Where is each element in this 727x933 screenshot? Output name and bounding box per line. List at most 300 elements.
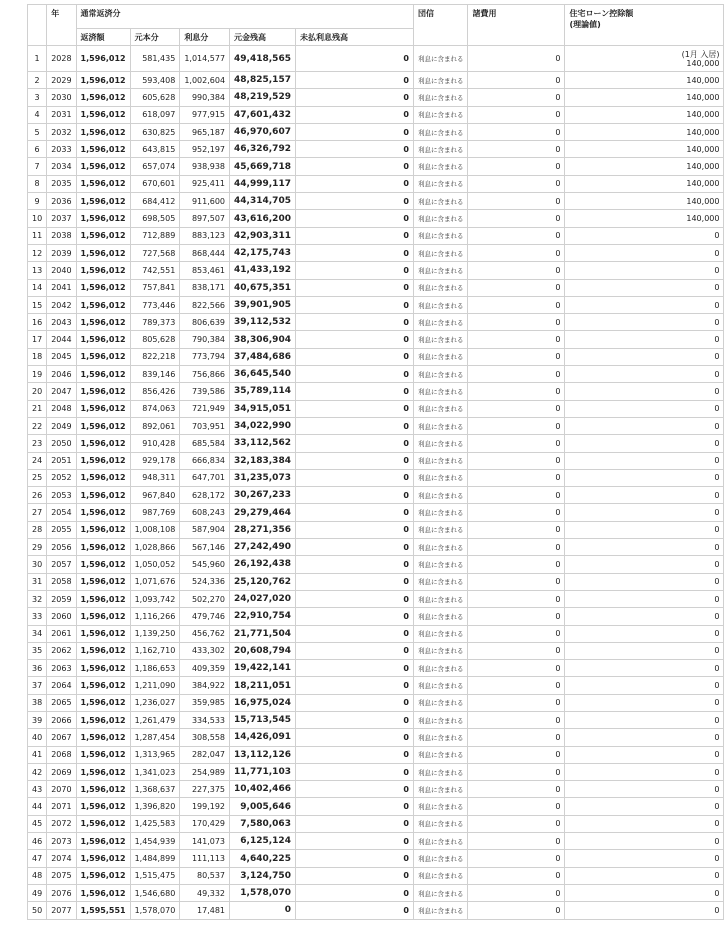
group-credit-insurance-cell: 利息に含まれる — [413, 556, 468, 573]
group-credit-insurance-cell: 利息に含まれる — [413, 348, 468, 365]
unpaid-interest-cell: 0 — [295, 711, 413, 728]
principal-cell: 1,236,027 — [130, 694, 180, 711]
year-cell: 2059 — [47, 590, 76, 607]
unpaid-interest-cell: 0 — [295, 141, 413, 158]
unpaid-interest-cell: 0 — [295, 193, 413, 210]
expenses-cell: 0 — [468, 400, 565, 417]
deduction-cell: 0 — [565, 781, 724, 798]
repayment-amount-cell: 1,596,012 — [76, 141, 130, 158]
row-number-cell: 34 — [28, 625, 47, 642]
principal-cell: 630,825 — [130, 123, 180, 140]
principal-balance-cell: 49,418,565 — [230, 46, 296, 72]
principal-cell: 698,505 — [130, 210, 180, 227]
unpaid-interest-cell: 0 — [295, 72, 413, 89]
group-credit-insurance-cell: 利息に含まれる — [413, 902, 468, 919]
unpaid-interest-header: 未払利息残高 — [295, 29, 413, 46]
unpaid-interest-cell: 0 — [295, 590, 413, 607]
deduction-header-label: 住宅ローン控除額 — [569, 9, 634, 18]
expenses-cell: 0 — [468, 141, 565, 158]
repayment-amount-cell: 1,596,012 — [76, 452, 130, 469]
expenses-cell: 0 — [468, 244, 565, 261]
interest-cell: 199,192 — [180, 798, 230, 815]
principal-balance-cell: 14,426,091 — [230, 729, 296, 746]
year-cell: 2069 — [47, 763, 76, 780]
repayment-amount-header: 返済額 — [76, 29, 130, 46]
principal-balance-cell: 7,580,063 — [230, 815, 296, 832]
interest-cell: 456,762 — [180, 625, 230, 642]
expenses-cell: 0 — [468, 487, 565, 504]
interest-cell: 170,429 — [180, 815, 230, 832]
principal-balance-cell: 31,235,073 — [230, 469, 296, 486]
repayment-amount-cell: 1,596,012 — [76, 244, 130, 261]
row-number-cell: 4 — [28, 106, 47, 123]
row-number-cell: 13 — [28, 262, 47, 279]
principal-balance-cell: 9,005,646 — [230, 798, 296, 815]
unpaid-interest-cell: 0 — [295, 106, 413, 123]
normal-repayment-header: 通常返済分 — [76, 5, 413, 29]
principal-cell: 1,186,653 — [130, 660, 180, 677]
unpaid-interest-cell: 0 — [295, 469, 413, 486]
unpaid-interest-cell: 0 — [295, 296, 413, 313]
principal-cell: 757,841 — [130, 279, 180, 296]
row-number-cell: 9 — [28, 193, 47, 210]
group-credit-insurance-cell: 利息に含まれる — [413, 850, 468, 867]
row-number-cell: 19 — [28, 366, 47, 383]
principal-cell: 684,412 — [130, 193, 180, 210]
expenses-cell: 0 — [468, 227, 565, 244]
year-cell: 2032 — [47, 123, 76, 140]
expenses-cell: 0 — [468, 815, 565, 832]
table-row — [28, 72, 724, 89]
unpaid-interest-cell: 0 — [295, 539, 413, 556]
group-credit-insurance-cell: 利息に含まれる — [413, 487, 468, 504]
deduction-cell: 0 — [565, 435, 724, 452]
principal-balance-cell: 33,112,562 — [230, 435, 296, 452]
table-body — [28, 46, 724, 920]
group-credit-insurance-cell: 利息に含まれる — [413, 521, 468, 538]
row-number-cell: 40 — [28, 729, 47, 746]
deduction-cell: 0 — [565, 296, 724, 313]
year-cell: 2058 — [47, 573, 76, 590]
expenses-cell: 0 — [468, 746, 565, 763]
interest-cell: 587,904 — [180, 521, 230, 538]
repayment-amount-cell: 1,596,012 — [76, 850, 130, 867]
interest-cell: 925,411 — [180, 175, 230, 192]
principal-cell: 1,093,742 — [130, 590, 180, 607]
year-cell: 2028 — [47, 46, 76, 72]
deduction-cell: 0 — [565, 504, 724, 521]
year-cell: 2044 — [47, 331, 76, 348]
group-credit-insurance-cell: 利息に含まれる — [413, 590, 468, 607]
repayment-amount-cell: 1,596,012 — [76, 210, 130, 227]
table-row — [28, 711, 724, 728]
deduction-cell — [565, 46, 724, 72]
group-credit-insurance-cell: 利息に含まれる — [413, 573, 468, 590]
repayment-amount-cell: 1,596,012 — [76, 435, 130, 452]
expenses-cell: 0 — [468, 106, 565, 123]
row-number-cell: 32 — [28, 590, 47, 607]
interest-cell: 756,866 — [180, 366, 230, 383]
year-cell: 2066 — [47, 711, 76, 728]
unpaid-interest-cell: 0 — [295, 763, 413, 780]
deduction-cell: 0 — [565, 521, 724, 538]
unpaid-interest-cell: 0 — [295, 798, 413, 815]
interest-cell: 479,746 — [180, 608, 230, 625]
principal-cell: 822,218 — [130, 348, 180, 365]
expenses-cell: 0 — [468, 296, 565, 313]
interest-cell: 990,384 — [180, 89, 230, 106]
group-credit-insurance-cell: 利息に含まれる — [413, 833, 468, 850]
group-credit-insurance-cell: 利息に含まれる — [413, 539, 468, 556]
group-credit-insurance-cell: 利息に含まれる — [413, 158, 468, 175]
year-cell: 2060 — [47, 608, 76, 625]
deduction-cell: 0 — [565, 400, 724, 417]
repayment-amount-cell: 1,596,012 — [76, 89, 130, 106]
unpaid-interest-cell: 0 — [295, 331, 413, 348]
deduction-cell: 0 — [565, 366, 724, 383]
deduction-cell: 0 — [565, 331, 724, 348]
row-number-cell: 37 — [28, 677, 47, 694]
year-cell: 2061 — [47, 625, 76, 642]
deduction-cell: 0 — [565, 625, 724, 642]
table-row — [28, 210, 724, 227]
deduction-cell: 140,000 — [565, 175, 724, 192]
deduction-cell: 0 — [565, 884, 724, 901]
row-number-cell: 46 — [28, 833, 47, 850]
table-row — [28, 660, 724, 677]
unpaid-interest-cell: 0 — [295, 677, 413, 694]
row-number-cell: 39 — [28, 711, 47, 728]
principal-balance-cell: 48,825,157 — [230, 72, 296, 89]
group-credit-insurance-cell: 利息に含まれる — [413, 279, 468, 296]
group-credit-insurance-cell: 利息に含まれる — [413, 262, 468, 279]
expenses-cell: 0 — [468, 452, 565, 469]
row-number-cell: 38 — [28, 694, 47, 711]
principal-cell: 1,578,070 — [130, 902, 180, 919]
year-cell: 2043 — [47, 314, 76, 331]
unpaid-interest-cell: 0 — [295, 366, 413, 383]
row-number-cell: 36 — [28, 660, 47, 677]
principal-balance-cell: 37,484,686 — [230, 348, 296, 365]
deduction-cell: 0 — [565, 798, 724, 815]
expenses-cell: 0 — [468, 210, 565, 227]
unpaid-interest-cell: 0 — [295, 833, 413, 850]
deduction-cell: 0 — [565, 711, 724, 728]
table-row — [28, 158, 724, 175]
table-row — [28, 833, 724, 850]
deduction-cell: 0 — [565, 452, 724, 469]
repayment-amount-cell: 1,596,012 — [76, 227, 130, 244]
table-row — [28, 694, 724, 711]
principal-cell: 948,311 — [130, 469, 180, 486]
repayment-amount-cell: 1,596,012 — [76, 660, 130, 677]
year-cell: 2074 — [47, 850, 76, 867]
row-number-cell: 49 — [28, 884, 47, 901]
principal-balance-cell: 6,125,124 — [230, 833, 296, 850]
year-cell: 2076 — [47, 884, 76, 901]
row-number-cell: 27 — [28, 504, 47, 521]
table-row — [28, 556, 724, 573]
group-credit-insurance-cell: 利息に含まれる — [413, 677, 468, 694]
row-number-cell: 30 — [28, 556, 47, 573]
principal-cell: 1,028,866 — [130, 539, 180, 556]
principal-balance-cell: 4,640,225 — [230, 850, 296, 867]
repayment-schedule — [27, 4, 724, 920]
year-cell: 2033 — [47, 141, 76, 158]
deduction-cell: 0 — [565, 383, 724, 400]
repayment-amount-cell: 1,596,012 — [76, 642, 130, 659]
unpaid-interest-cell: 0 — [295, 625, 413, 642]
unpaid-interest-cell: 0 — [295, 314, 413, 331]
row-number-cell: 21 — [28, 400, 47, 417]
principal-cell: 742,551 — [130, 262, 180, 279]
expenses-cell: 0 — [468, 193, 565, 210]
unpaid-interest-cell: 0 — [295, 262, 413, 279]
deduction-cell: 140,000 — [565, 141, 724, 158]
row-number-header — [28, 5, 47, 46]
table-row — [28, 746, 724, 763]
group-credit-insurance-cell: 利息に含まれる — [413, 642, 468, 659]
table-row — [28, 331, 724, 348]
principal-cell: 874,063 — [130, 400, 180, 417]
table-row — [28, 314, 724, 331]
table-row — [28, 521, 724, 538]
year-cell: 2068 — [47, 746, 76, 763]
principal-cell: 910,428 — [130, 435, 180, 452]
principal-cell: 1,454,939 — [130, 833, 180, 850]
repayment-amount-cell: 1,596,012 — [76, 400, 130, 417]
table-row — [28, 175, 724, 192]
group-credit-insurance-cell: 利息に含まれる — [413, 89, 468, 106]
interest-cell: 359,985 — [180, 694, 230, 711]
deduction-cell: 0 — [565, 244, 724, 261]
table-row — [28, 279, 724, 296]
table-row — [28, 573, 724, 590]
unpaid-interest-cell: 0 — [295, 89, 413, 106]
repayment-amount-cell: 1,596,012 — [76, 815, 130, 832]
interest-cell: 384,922 — [180, 677, 230, 694]
year-cell: 2046 — [47, 366, 76, 383]
row-number-cell: 15 — [28, 296, 47, 313]
year-cell: 2072 — [47, 815, 76, 832]
year-cell: 2070 — [47, 781, 76, 798]
principal-cell: 987,769 — [130, 504, 180, 521]
deduction-cell: 0 — [565, 608, 724, 625]
table-row — [28, 244, 724, 261]
principal-balance-cell: 16,975,024 — [230, 694, 296, 711]
group-credit-insurance-cell: 利息に含まれる — [413, 608, 468, 625]
repayment-amount-cell: 1,596,012 — [76, 314, 130, 331]
interest-cell: 141,073 — [180, 833, 230, 850]
principal-cell: 712,889 — [130, 227, 180, 244]
group-credit-insurance-cell: 利息に含まれる — [413, 867, 468, 884]
deduction-cell: 140,000 — [565, 123, 724, 140]
expenses-cell: 0 — [468, 72, 565, 89]
interest-cell: 739,586 — [180, 383, 230, 400]
table-row — [28, 798, 724, 815]
table-row — [28, 123, 724, 140]
interest-cell: 938,938 — [180, 158, 230, 175]
interest-cell: 965,187 — [180, 123, 230, 140]
expenses-cell: 0 — [468, 729, 565, 746]
deduction-cell: 0 — [565, 833, 724, 850]
deduction-header-note: (理論値) — [569, 20, 601, 29]
deduction-cell: 140,000 — [565, 193, 724, 210]
unpaid-interest-cell: 0 — [295, 642, 413, 659]
expenses-cell: 0 — [468, 660, 565, 677]
unpaid-interest-cell: 0 — [295, 521, 413, 538]
interest-cell: 822,566 — [180, 296, 230, 313]
year-cell: 2064 — [47, 677, 76, 694]
expenses-cell: 0 — [468, 262, 565, 279]
principal-cell: 892,061 — [130, 417, 180, 434]
repayment-amount-cell: 1,596,012 — [76, 123, 130, 140]
row-number-cell: 6 — [28, 141, 47, 158]
year-cell: 2035 — [47, 175, 76, 192]
unpaid-interest-cell: 0 — [295, 729, 413, 746]
repayment-amount-cell: 1,596,012 — [76, 711, 130, 728]
repayment-amount-cell: 1,596,012 — [76, 590, 130, 607]
principal-balance-cell: 35,789,114 — [230, 383, 296, 400]
principal-balance-header: 元金残高 — [230, 29, 296, 46]
repayment-amount-cell: 1,596,012 — [76, 417, 130, 434]
table-row — [28, 141, 724, 158]
unpaid-interest-cell: 0 — [295, 504, 413, 521]
row-number-cell: 1 — [28, 46, 47, 72]
expenses-cell: 0 — [468, 504, 565, 521]
interest-cell: 897,507 — [180, 210, 230, 227]
table-row — [28, 262, 724, 279]
interest-cell: 308,558 — [180, 729, 230, 746]
table-row — [28, 417, 724, 434]
deduction-cell: 140,000 — [565, 106, 724, 123]
principal-balance-cell: 41,433,192 — [230, 262, 296, 279]
year-cell: 2038 — [47, 227, 76, 244]
principal-balance-cell: 48,219,529 — [230, 89, 296, 106]
principal-balance-cell: 39,901,905 — [230, 296, 296, 313]
expenses-cell: 0 — [468, 573, 565, 590]
row-number-cell: 29 — [28, 539, 47, 556]
table-row — [28, 227, 724, 244]
row-number-cell: 25 — [28, 469, 47, 486]
principal-cell: 1,368,637 — [130, 781, 180, 798]
repayment-amount-cell: 1,596,012 — [76, 383, 130, 400]
unpaid-interest-cell: 0 — [295, 694, 413, 711]
unpaid-interest-cell: 0 — [295, 815, 413, 832]
table-row — [28, 106, 724, 123]
year-cell: 2042 — [47, 296, 76, 313]
table-row — [28, 504, 724, 521]
unpaid-interest-cell: 0 — [295, 556, 413, 573]
repayment-amount-cell: 1,596,012 — [76, 72, 130, 89]
interest-cell: 502,270 — [180, 590, 230, 607]
principal-cell: 1,396,820 — [130, 798, 180, 815]
year-cell: 2053 — [47, 487, 76, 504]
unpaid-interest-cell: 0 — [295, 781, 413, 798]
table-row — [28, 296, 724, 313]
repayment-amount-cell: 1,596,012 — [76, 262, 130, 279]
principal-balance-cell: 21,771,504 — [230, 625, 296, 642]
table-row — [28, 452, 724, 469]
expenses-cell: 0 — [468, 590, 565, 607]
group-credit-insurance-cell: 利息に含まれる — [413, 123, 468, 140]
principal-balance-cell: 32,183,384 — [230, 452, 296, 469]
unpaid-interest-cell: 0 — [295, 746, 413, 763]
repayment-amount-cell: 1,596,012 — [76, 556, 130, 573]
group-credit-insurance-cell: 利息に含まれる — [413, 625, 468, 642]
principal-balance-cell: 39,112,532 — [230, 314, 296, 331]
repayment-amount-cell: 1,596,012 — [76, 348, 130, 365]
principal-cell: 1,162,710 — [130, 642, 180, 659]
group-credit-insurance-cell: 利息に含まれる — [413, 193, 468, 210]
unpaid-interest-cell: 0 — [295, 608, 413, 625]
table-row — [28, 348, 724, 365]
unpaid-interest-cell: 0 — [295, 452, 413, 469]
expenses-cell: 0 — [468, 417, 565, 434]
row-number-cell: 48 — [28, 867, 47, 884]
principal-balance-cell: 42,903,311 — [230, 227, 296, 244]
row-number-cell: 20 — [28, 383, 47, 400]
table-row — [28, 763, 724, 780]
unpaid-interest-cell: 0 — [295, 46, 413, 72]
row-number-cell: 41 — [28, 746, 47, 763]
year-cell: 2052 — [47, 469, 76, 486]
row-number-cell: 5 — [28, 123, 47, 140]
table-row — [28, 590, 724, 607]
principal-balance-cell: 34,915,051 — [230, 400, 296, 417]
row-number-cell: 8 — [28, 175, 47, 192]
interest-cell: 721,949 — [180, 400, 230, 417]
group-credit-insurance-cell: 利息に含まれる — [413, 244, 468, 261]
group-credit-insurance-cell: 利息に含まれる — [413, 884, 468, 901]
interest-cell: 838,171 — [180, 279, 230, 296]
group-credit-insurance-cell: 利息に含まれる — [413, 210, 468, 227]
unpaid-interest-cell: 0 — [295, 348, 413, 365]
principal-cell: 1,425,583 — [130, 815, 180, 832]
repayment-amount-cell: 1,596,012 — [76, 331, 130, 348]
deduction-cell: 0 — [565, 227, 724, 244]
year-cell: 2040 — [47, 262, 76, 279]
principal-balance-cell: 3,124,750 — [230, 867, 296, 884]
row-number-cell: 7 — [28, 158, 47, 175]
principal-balance-cell: 11,771,103 — [230, 763, 296, 780]
expenses-cell: 0 — [468, 89, 565, 106]
principal-cell: 1,515,475 — [130, 867, 180, 884]
expenses-cell: 0 — [468, 642, 565, 659]
year-cell: 2062 — [47, 642, 76, 659]
table-row — [28, 867, 724, 884]
year-cell: 2041 — [47, 279, 76, 296]
group-credit-insurance-cell: 利息に含まれる — [413, 504, 468, 521]
interest-cell: 952,197 — [180, 141, 230, 158]
principal-balance-cell: 47,601,432 — [230, 106, 296, 123]
year-cell: 2047 — [47, 383, 76, 400]
row-number-cell: 47 — [28, 850, 47, 867]
interest-cell: 80,537 — [180, 867, 230, 884]
interest-cell: 806,639 — [180, 314, 230, 331]
group-credit-insurance-cell: 利息に含まれる — [413, 72, 468, 89]
deduction-cell: 0 — [565, 763, 724, 780]
deduction-cell: 140,000 — [565, 158, 724, 175]
deduction-cell: 0 — [565, 677, 724, 694]
interest-cell: 703,951 — [180, 417, 230, 434]
row-number-cell: 31 — [28, 573, 47, 590]
expenses-cell: 0 — [468, 833, 565, 850]
principal-balance-cell: 20,608,794 — [230, 642, 296, 659]
expenses-cell: 0 — [468, 521, 565, 538]
repayment-amount-cell: 1,596,012 — [76, 504, 130, 521]
repayment-amount-cell: 1,596,012 — [76, 521, 130, 538]
